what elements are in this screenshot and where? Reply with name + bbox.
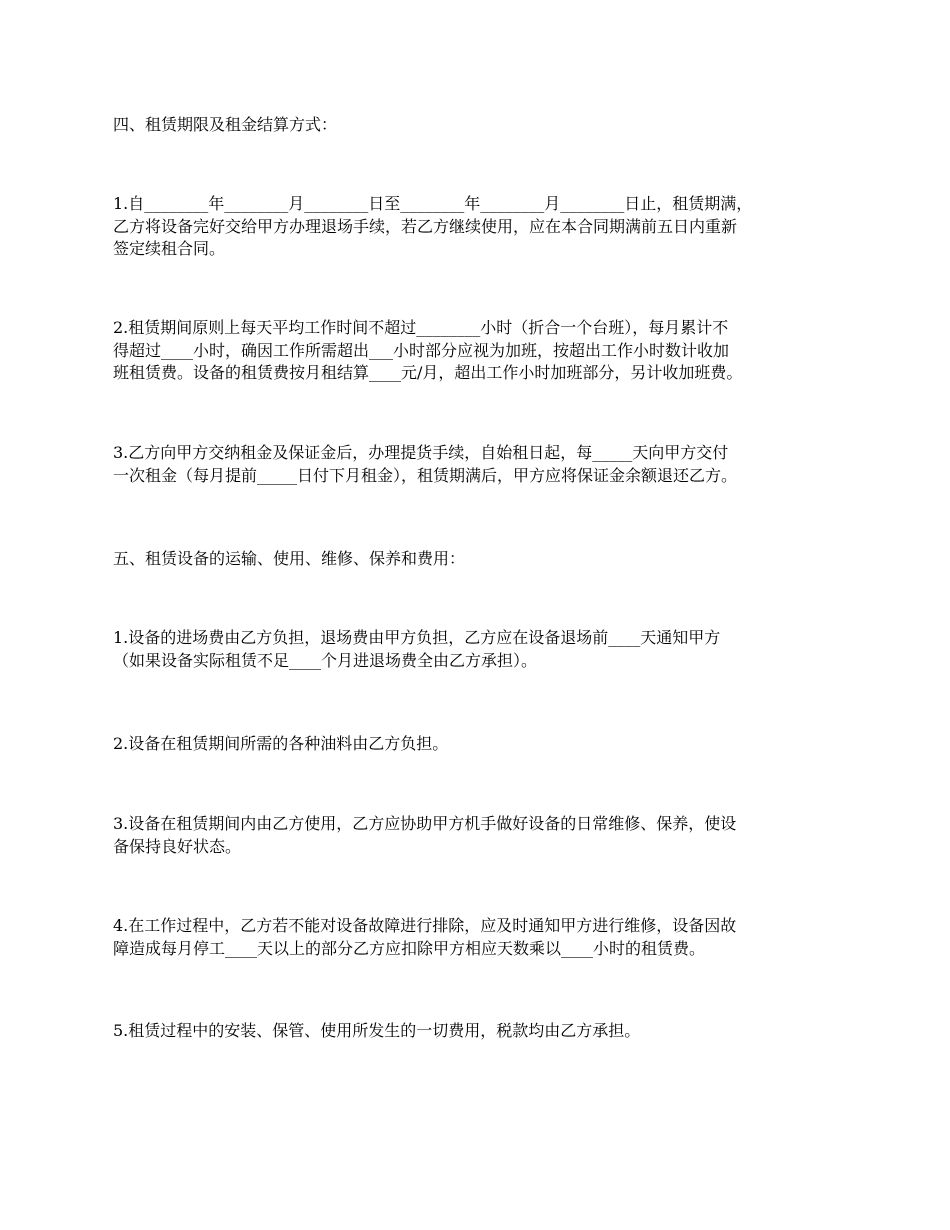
paragraph-line: 1.自________年________月________日至________年________月________日止，租赁期满， [113, 194, 753, 213]
paragraph-line: 乙方将设备完好交给甲方办理退场手续，若乙方继续使用，应在本合同期满前五日内重新 [113, 216, 738, 236]
paragraph-line: 5.租赁过程中的安装、保管、使用所发生的一切费用，税款均由乙方承担。 [113, 1021, 641, 1040]
paragraph-line: 2.设备在租赁期间所需的各种油料由乙方负担。 [113, 734, 449, 753]
paragraph-line: 得超过____小时，确因工作所需超出___小时部分应视为加班，按超出工作小时数计收加 [113, 340, 730, 360]
paragraph-line: 班租赁费。设备的租赁费按月租结算____元/月，超出工作小时加班部分，另计收加班费。 [113, 363, 743, 382]
paragraph-line: 一次租金（每月提前_____日付下月租金），租赁期满后，甲方应将保证金余额退还乙方。 [113, 465, 738, 485]
paragraph-line: 1.设备的进场费由乙方负担，退场费由甲方负担，乙方应在设备退场前____天通知甲方 [113, 628, 721, 647]
heading-text: 四、租赁期限及租金结算方式： [113, 115, 338, 134]
heading-text: 五、租赁设备的运输、使用、维修、保养和费用： [113, 549, 466, 568]
section-4-item-1 [113, 193, 843, 261]
section-5-item-3 [113, 813, 843, 858]
section-5-heading [113, 548, 843, 571]
paragraph-line: 备保持良好状态。 [113, 836, 242, 856]
section-4-heading [113, 114, 843, 137]
section-5-item-5 [113, 1020, 843, 1043]
paragraph-line: 4.在工作过程中，乙方若不能对设备故障进行排除，应及时通知甲方进行维修，设备因故 [113, 916, 737, 935]
paragraph-line: （如果设备实际租赁不足____个月进退场费全由乙方承担）。 [113, 650, 538, 670]
paragraph-line: 2.租赁期间原则上每天平均工作时间不超过________小时（折合一个台班），每月累计不 [113, 318, 729, 337]
section-4-item-3 [113, 442, 843, 487]
section-5-item-4 [113, 915, 843, 960]
paragraph-line: 签定续租合同。 [113, 239, 226, 258]
paragraph-line: 障造成每月停工____天以上的部分乙方应扣除甲方相应天数乘以____小时的租赁费。 [113, 938, 706, 958]
paragraph-line: 3.乙方向甲方交纳租金及保证金后，办理提货手续，自始租日起，每_____天向甲方交付 [113, 443, 729, 462]
paragraph-line: 3.设备在租赁期间内由乙方使用，乙方应协助甲方机手做好设备的日常维修、保养，使设 [113, 814, 737, 833]
section-5-item-1 [113, 627, 843, 672]
section-5-item-2 [113, 733, 843, 756]
section-4-item-2 [113, 317, 843, 385]
